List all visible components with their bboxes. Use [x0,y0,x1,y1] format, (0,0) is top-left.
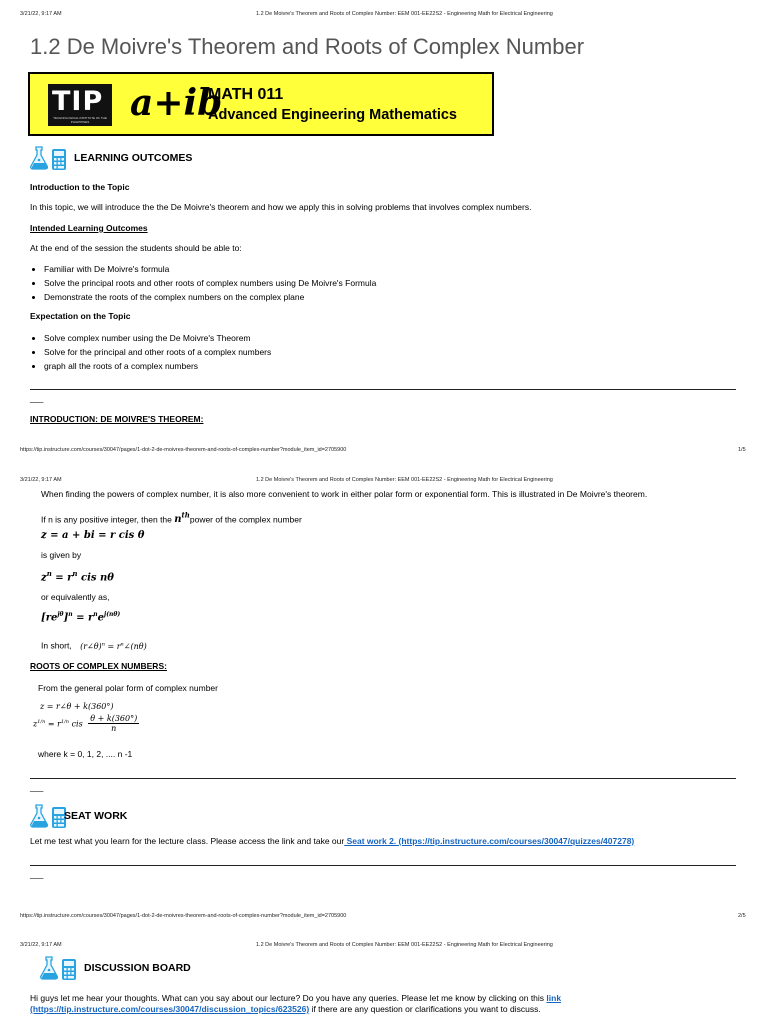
print-datetime: 3/21/22, 9:17 AM [20,11,62,17]
formula-nth-root: $z^{1/n} = r^{1/n}$ cis $\frac{\theta + k(360^\circ)}{n}$ [33,714,138,733]
learning-outcomes-heading: LEARNING OUTCOMES [74,152,193,164]
intro-de-moivre-heading: INTRODUCTION: DE MOIVRE'S THEOREM: [30,414,204,424]
print-doc-title: 1.2 De Moivre's Theorem and Roots of Complex Number: EEM 001-EE22S2 - Engineering Math for Electrical Engineering [256,11,553,17]
divider [30,865,736,866]
formula-short: (r∠θ)$^n$ = $r^n\angle(n\theta)$ [80,641,147,651]
in-short-text: In short, [41,640,72,651]
roots-heading: ROOTS OF COMPLEX NUMBERS: [30,661,167,671]
print-footer-url: https://tip.instructure.com/courses/30047/pages/1-dot-2-de-moivres-theorem-and-roots-of-complex-number?module_item_id=2705900 [20,447,347,453]
print-datetime: 3/21/22, 9:17 AM [20,942,62,948]
theorem-statement [41,510,302,525]
print-footer-url: https://tip.instructure.com/courses/30047/pages/1-dot-2-de-moivres-theorem-and-roots-of-complex-number?module_item_id=2705900 [20,913,347,919]
formula-z-polar: z = a + bi = r cis θ [41,530,145,541]
tip-logo-subtext: TECHNOLOGICAL INSTITUTE OF THE PHILIPPINES [53,116,107,124]
seat-work-heading: SEAT WORK [64,810,128,822]
divider [30,389,736,390]
list-item: • Demonstrate the roots of the complex numbers on the complex plane [44,290,376,304]
flask-calculator-icon [30,145,70,173]
intro-topic-heading: Introduction to the Topic [30,182,130,192]
theorem-intro: When finding the powers of complex number, it is also more convenient to work in either polar form or exponential form. This is illustrated in De Moivre's theorem. [41,489,648,499]
discussion-text [30,993,736,1015]
ilo-heading: Intended Learning Outcomes [30,223,148,233]
seat-work-line [30,836,634,847]
list-item: • Solve the principal roots and other roots of complex numbers using De Moivre's Formula [44,276,376,290]
ilo-list [30,262,376,304]
course-code: MATH 011 [208,86,284,103]
print-doc-title: 1.2 De Moivre's Theorem and Roots of Complex Number: EEM 001-EE22S2 - Engineering Math for Electrical Engineering [256,942,553,948]
expectation-heading: Expectation on the Topic [30,311,131,321]
page-number: 1/5 [738,447,746,453]
discussion-text-2: if there are any question or clarifications you want to discuss. [309,1004,541,1014]
roots-where-k: where k = 0, 1, 2, .... n -1 [38,749,133,759]
or-equivalently-text: or equivalently as, [41,592,110,602]
banner-handwriting: a+ib [130,82,223,124]
in-short-line [41,639,147,652]
list-item: • graph all the roots of a complex numbers [44,359,271,373]
theorem-tail: power of the complex number [189,514,302,525]
course-name: Advanced Engineering Mathematics [208,107,457,123]
roots-lead: From the general polar form of complex number [38,683,218,693]
given-by-text: is given by [41,550,82,560]
tip-logo-text: TIP [52,86,104,117]
list-item: • Solve for the principal and other roots of a complex numbers [44,345,271,359]
intro-topic-text: In this topic, we will introduce the the De Moivre's theorem and how we apply this in solving problems that involves complex numbers. [30,202,532,212]
formula-exponential: $[re^{j\theta}]^n = r^ne^{j(n\theta)}$ [41,611,121,624]
list-item: • Solve complex number using the De Moivre's Theorem [44,331,271,345]
discussion-link-url[interactable]: (https://tip.instructure.com/courses/30047/discussion_topics/623526) [30,1004,310,1014]
course-banner [28,72,494,136]
discussion-heading: DISCUSSION BOARD [84,962,191,974]
formula-general-polar: z = r∠θ + k(360°) [40,702,114,711]
print-doc-title: 1.2 De Moivre's Theorem and Roots of Complex Number: EEM 001-EE22S2 - Engineering Math for Electrical Engineering [256,477,553,483]
print-datetime: 3/21/22, 9:17 AM [20,477,62,483]
discussion-link[interactable]: link [546,993,562,1003]
page-title: 1.2 De Moivre's Theorem and Roots of Complex Number [30,34,585,59]
page-number: 2/5 [738,913,746,919]
divider [30,778,736,779]
seat-work-text: Let me test what you learn for the lecture class. Please access the link and take our [30,836,345,846]
expectation-list [30,331,271,373]
discussion-text-1: Hi guys let me hear your thoughts. What can you say about our lecture? Do you have any queries. Please let me know by clicking on this [30,993,547,1003]
divider-stub: ___ [30,394,44,403]
flask-calculator-icon [40,955,80,983]
seat-work-link[interactable]: Seat work 2. (https://tip.instructure.com/courses/30047/quizzes/407278) [344,836,635,846]
theorem-lead: If n is any positive integer, then the [41,514,175,525]
ilo-lead: At the end of the session the students should be able to: [30,243,242,253]
formula-de-moivre: $z^n = r^n$ cis nθ [41,569,114,584]
nth-power-math: $n^{th}$ [174,511,190,526]
list-item: • Familiar with De Moivre's formula [44,262,376,276]
divider-stub: ___ [30,783,44,792]
divider-stub: ___ [30,870,44,879]
tip-logo [48,84,112,126]
